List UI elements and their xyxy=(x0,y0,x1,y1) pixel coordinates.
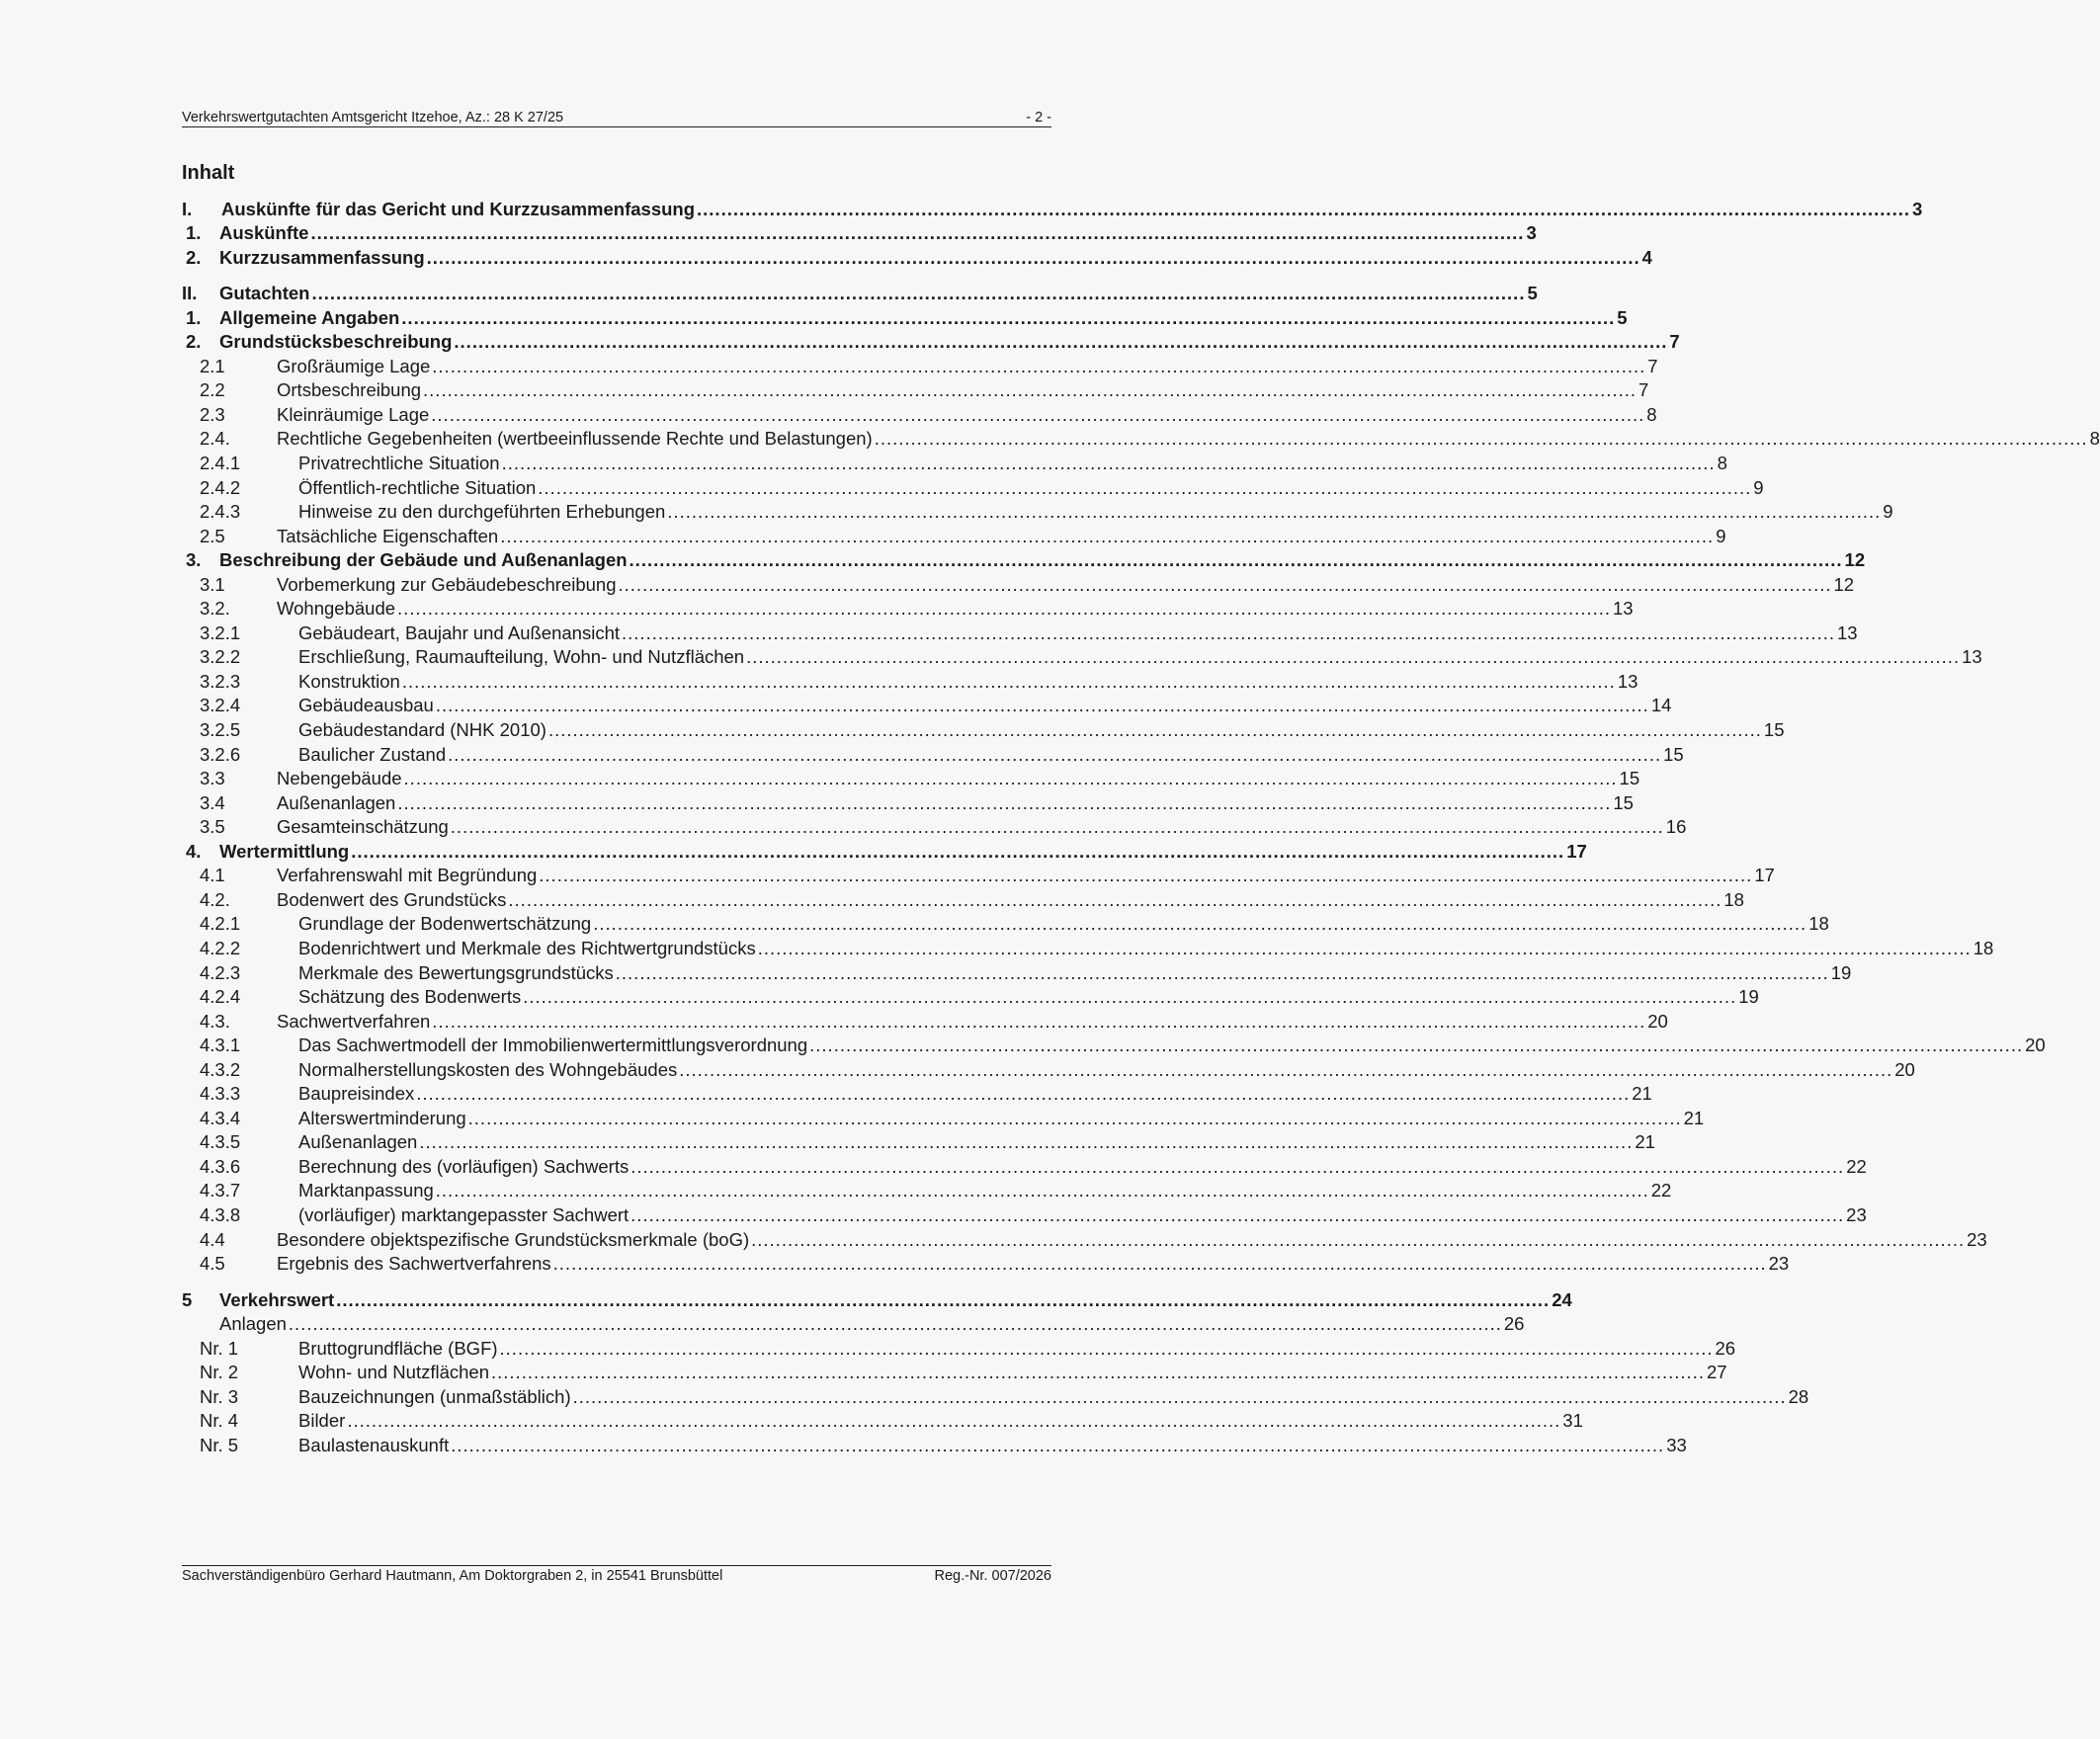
toc-entry-number: 3.3 xyxy=(200,768,225,789)
toc-leader-dots: ........................................................................................................................................................................................................ xyxy=(397,598,1611,620)
toc-entry-label: Außenanlagen xyxy=(277,791,396,813)
toc-entry-page: 4 xyxy=(1641,246,1652,268)
toc-entry xyxy=(182,1287,1572,1312)
toc-entry xyxy=(182,645,1982,670)
toc-entry-page: 3 xyxy=(1912,198,1923,219)
toc-leader-dots: ........................................................................................................................................................................................................ xyxy=(622,621,1835,643)
toc-entry-number: Nr. 4 xyxy=(200,1410,239,1432)
toc-entry-number: 4.2.2 xyxy=(200,937,241,958)
toc-leader-dots: ........................................................................................................................................................................................................ xyxy=(667,501,1882,523)
header-title: Verkehrswertgutachten Amtsgericht Itzehoe, Az.: 28 K 27/25 xyxy=(182,110,564,125)
toc-leader-dots: ........................................................................................................................................................................................................ xyxy=(450,816,1664,838)
toc-entry-label: Wertermittlung xyxy=(219,840,350,862)
toc-entry xyxy=(182,451,1727,475)
toc-entry-number: Nr. 1 xyxy=(200,1337,239,1359)
toc-entry-page: 18 xyxy=(1808,913,1829,935)
toc-entry-label: Ortsbeschreibung xyxy=(277,379,422,401)
toc-leader-dots: ........................................................................................................................................................................................................ xyxy=(432,355,1646,376)
toc-entry xyxy=(182,1409,1583,1434)
toc-leader-dots: ........................................................................................................................................................................................................ xyxy=(630,1203,1845,1225)
toc-entry-number: 4.4 xyxy=(200,1228,225,1250)
toc-entry-number: 3.2.5 xyxy=(200,719,241,741)
toc-entry-number: I. xyxy=(182,198,193,219)
toc-entry-page: 15 xyxy=(1663,743,1684,765)
toc-leader-dots: ........................................................................................................................................................................................................ xyxy=(419,1131,1634,1153)
toc-entry xyxy=(182,694,1672,718)
toc-leader-dots: ........................................................................................................................................................................................................ xyxy=(499,1337,1714,1359)
toc-entry xyxy=(182,572,1855,597)
toc-leader-dots: ........................................................................................................................................................................................................ xyxy=(523,986,1737,1008)
toc-entry xyxy=(182,1082,1652,1107)
toc-entry-number: 2. xyxy=(186,246,202,268)
toc-entry xyxy=(182,1057,1915,1082)
toc-leader-dots: ........................................................................................................................................................................................................ xyxy=(416,1083,1631,1105)
toc-entry-number: 4.2.1 xyxy=(200,913,241,935)
toc-entry-page: 26 xyxy=(1503,1313,1525,1335)
toc-entry xyxy=(182,912,1829,937)
toc-entry xyxy=(182,1154,1867,1179)
toc-entry xyxy=(182,427,2100,452)
toc-entry-label: Gesamteinschätzung xyxy=(277,816,449,838)
toc-entry-label: Schätzung des Bodenwerts xyxy=(298,986,522,1008)
toc-entry xyxy=(182,1433,1687,1457)
toc-entry-label: Alterswertminderung xyxy=(298,1107,466,1128)
toc-entry xyxy=(182,1384,1809,1409)
toc-leader-dots: ........................................................................................................................................................................................................ xyxy=(403,768,1618,789)
toc-entry-number: 4. xyxy=(186,840,202,862)
toc-leader-dots: ........................................................................................................................................................................................................ xyxy=(448,743,1662,765)
footer-office: Sachverständigenbüro Gerhard Hautmann, Am Doktorgraben 2, in 25541 Brunsbüttel xyxy=(182,1568,723,1584)
toc-entry-label: Außenanlagen xyxy=(298,1131,418,1153)
toc-entry-label: Bauzeichnungen (unmaßstäblich) xyxy=(298,1385,571,1407)
toc-leader-dots: ........................................................................................................................................................................................................ xyxy=(426,246,1640,268)
toc-entry-label: Auskünfte für das Gericht und Kurzzusammenfassung xyxy=(221,198,696,219)
toc-entry xyxy=(182,548,1866,573)
toc-entry-page: 13 xyxy=(1962,646,1982,668)
toc-entry-label: Besondere objektspezifische Grundstücksmerkmale (boG) xyxy=(277,1228,750,1250)
toc-leader-dots: ........................................................................................................................................................................................................ xyxy=(539,865,1753,886)
toc-entry-number: 3.2.1 xyxy=(200,621,241,643)
toc-entry-label: Verfahrenswahl mit Begründung xyxy=(277,865,538,886)
toc-entry-page: 19 xyxy=(1830,961,1852,983)
toc-entry-number: 3.4 xyxy=(200,791,225,813)
toc-entry-page: 26 xyxy=(1715,1337,1736,1359)
toc-entry-label: (vorläufiger) marktangepasster Sachwert xyxy=(298,1203,630,1225)
toc-entry-page: 33 xyxy=(1666,1434,1687,1455)
toc-entry-page: 20 xyxy=(2025,1035,2046,1056)
toc-leader-dots: ........................................................................................................................................................................................................ xyxy=(311,283,1526,304)
toc-entry xyxy=(182,742,1684,767)
toc-entry xyxy=(182,669,1638,694)
toc-entry-number: Nr. 5 xyxy=(200,1434,239,1455)
toc-entry-number: 3.2. xyxy=(200,598,230,620)
toc-entry-page: 21 xyxy=(1632,1083,1652,1105)
toc-entry-number: 2.4.2 xyxy=(200,476,241,498)
toc-entry xyxy=(182,500,1893,525)
toc-entry xyxy=(182,245,1652,270)
toc-entry-label: Privatrechtliche Situation xyxy=(298,453,500,474)
toc-leader-dots: ........................................................................................................................................................................................................ xyxy=(679,1058,1893,1080)
toc-entry-page: 17 xyxy=(1754,865,1775,886)
toc-entry xyxy=(182,402,1657,427)
page-footer xyxy=(182,1565,1051,1584)
toc-entry-page: 3 xyxy=(1526,222,1537,244)
toc-leader-dots: ........................................................................................................................................................................................................ xyxy=(347,1410,1561,1432)
toc-entry-page: 22 xyxy=(1650,1180,1672,1201)
toc-entry-page: 13 xyxy=(1837,621,1858,643)
toc-entry xyxy=(182,839,1587,864)
toc-entry xyxy=(182,305,1628,330)
toc-entry-number: 1. xyxy=(186,306,202,328)
footer-reg-number: Reg.-Nr. 007/2026 xyxy=(934,1568,1051,1584)
toc-entry-number: Nr. 2 xyxy=(200,1362,239,1383)
toc-entry-label: Wohn- und Nutzflächen xyxy=(298,1362,489,1383)
toc-entry xyxy=(182,1179,1672,1203)
toc-entry-label: Gebäudestandard (NHK 2010) xyxy=(298,719,546,741)
toc-entry xyxy=(182,1336,1736,1361)
toc-entry-page: 14 xyxy=(1650,695,1672,716)
toc-entry-page: 7 xyxy=(1647,355,1658,376)
toc-entry-number: 4.3. xyxy=(200,1010,230,1032)
toc-entry-number: 2.5 xyxy=(200,525,225,546)
toc-entry-page: 31 xyxy=(1562,1410,1583,1432)
toc-entry-number: 3.1 xyxy=(200,573,225,595)
toc-entry-number: 3.2.4 xyxy=(200,695,241,716)
toc-entry-label: Vorbemerkung zur Gebäudebeschreibung xyxy=(277,573,617,595)
toc-entry-page: 18 xyxy=(1973,937,1994,958)
toc-entry-number: 4.2.3 xyxy=(200,961,241,983)
toc-entry-label: Bruttogrundfläche (BGF) xyxy=(298,1337,498,1359)
toc-entry-number: 4.3.4 xyxy=(200,1107,241,1128)
toc-entry-number: 4.1 xyxy=(200,865,225,886)
toc-entry-page: 28 xyxy=(1788,1385,1809,1407)
toc-entry xyxy=(182,1252,1790,1277)
toc-entry xyxy=(182,1361,1727,1385)
toc-entry-label: Normalherstellungskosten des Wohngebäudes xyxy=(298,1058,678,1080)
toc-entry-page: 23 xyxy=(1967,1228,1987,1250)
toc-leader-dots: ........................................................................................................................................................................................................ xyxy=(757,937,1972,958)
toc-entry-label: Konstruktion xyxy=(298,670,400,692)
toc-entry xyxy=(182,1034,2046,1058)
toc-entry-page: 5 xyxy=(1617,306,1628,328)
toc-entry-number: 2.3 xyxy=(200,403,225,425)
toc-entry xyxy=(182,1227,1987,1252)
toc-entry-label: Rechtliche Gegebenheiten (wertbeeinflussende Rechte und Belastungen) xyxy=(277,428,873,450)
toc-entry-number: 2. xyxy=(186,331,202,353)
toc-entry xyxy=(182,985,1759,1010)
toc-entry-page: 9 xyxy=(1883,501,1893,523)
toc-entry-label: Das Sachwertmodell der Immobilienwertermittlungsverordnung xyxy=(298,1035,808,1056)
toc-leader-dots: ........................................................................................................................................................................................................ xyxy=(630,1155,1845,1177)
toc-entry-number: 1. xyxy=(186,222,202,244)
toc-entry-label: Verkehrswert xyxy=(219,1288,335,1310)
toc-entry-label: Auskünfte xyxy=(219,222,309,244)
toc-entry xyxy=(182,354,1658,378)
toc-entry-page: 17 xyxy=(1566,840,1587,862)
toc-leader-dots: ........................................................................................................................................................................................................ xyxy=(351,840,1565,862)
toc-leader-dots: ........................................................................................................................................................................................................ xyxy=(336,1288,1551,1310)
toc-leader-dots: ........................................................................................................................................................................................................ xyxy=(809,1035,2024,1056)
toc-entry-number: 4.3.1 xyxy=(200,1035,241,1056)
toc-leader-dots: ........................................................................................................................................................................................................ xyxy=(423,379,1638,401)
toc-entry-label: Baupreisindex xyxy=(298,1083,415,1105)
toc-entry-page: 18 xyxy=(1723,888,1744,910)
toc-entry-label: Beschreibung der Gebäude und Außenanlagen xyxy=(219,549,628,571)
toc-leader-dots: ........................................................................................................................................................................................................ xyxy=(615,961,1829,983)
toc-leader-dots: ........................................................................................................................................................................................................ xyxy=(288,1313,1502,1335)
toc-entry-number: 2.4.1 xyxy=(200,453,241,474)
toc-entry-number: 3.5 xyxy=(200,816,225,838)
toc-entry-page: 20 xyxy=(1647,1010,1668,1032)
toc-entry-page: 20 xyxy=(1894,1058,1915,1080)
toc-entry-page: 8 xyxy=(2089,428,2100,450)
toc-entry-page: 7 xyxy=(1638,379,1649,401)
toc-entry-number: 4.3.3 xyxy=(200,1083,241,1105)
toc-entry xyxy=(182,717,1785,742)
toc-entry-label: Sachwertverfahren xyxy=(277,1010,431,1032)
toc-leader-dots: ........................................................................................................................................................................................................ xyxy=(618,573,1832,595)
toc-entry-number: 3.2.3 xyxy=(200,670,241,692)
toc-entry-page: 15 xyxy=(1763,719,1785,741)
toc-entry-number: 4.2. xyxy=(200,888,230,910)
toc-entry-label: Kleinräumige Lage xyxy=(277,403,430,425)
toc-leader-dots: ........................................................................................................................................................................................................ xyxy=(431,403,1645,425)
toc-entry-label: Gutachten xyxy=(219,283,310,304)
toc-entry xyxy=(182,197,1923,221)
toc-entry-number: 2.4. xyxy=(200,428,230,450)
page-number: - 2 - xyxy=(1026,110,1051,125)
toc-entry-number: 4.5 xyxy=(200,1253,225,1275)
toc-entry xyxy=(182,1106,1705,1130)
toc-entry-page: 15 xyxy=(1619,768,1640,789)
toc-leader-dots: ........................................................................................................................................................................................................ xyxy=(593,913,1807,935)
toc-leader-dots: ........................................................................................................................................................................................................ xyxy=(454,331,1668,353)
toc-leader-dots: ........................................................................................................................................................................................................ xyxy=(572,1385,1787,1407)
toc-entry-page: 23 xyxy=(1846,1203,1867,1225)
toc-entry-page: 8 xyxy=(1717,453,1727,474)
toc-entry-label: Ergebnis des Sachwertverfahrens xyxy=(277,1253,551,1275)
toc-entry-number: 4.3.7 xyxy=(200,1180,241,1201)
toc-entry-label: Baulicher Zustand xyxy=(298,743,447,765)
toc-entry-page: 12 xyxy=(1844,549,1866,571)
toc-entry-label: Gebäudeart, Baujahr und Außenansicht xyxy=(298,621,621,643)
toc-leader-dots: ........................................................................................................................................................................................................ xyxy=(538,476,1752,498)
toc-entry-number: 5 xyxy=(182,1288,193,1310)
toc-entry-number: 2.2 xyxy=(200,379,225,401)
toc-leader-dots: ........................................................................................................................................................................................................ xyxy=(501,453,1716,474)
toc-leader-dots: ........................................................................................................................................................................................................ xyxy=(397,791,1612,813)
toc-leader-dots: ........................................................................................................................................................................................................ xyxy=(508,888,1722,910)
toc-entry-label: Bodenrichtwert und Merkmale des Richtwertgrundstücks xyxy=(298,937,756,958)
toc-leader-dots: ........................................................................................................................................................................................................ xyxy=(401,306,1616,328)
toc-entry-label: Allgemeine Angaben xyxy=(219,306,400,328)
toc-entry xyxy=(182,524,1726,548)
toc-leader-dots: ........................................................................................................................................................................................................ xyxy=(746,646,1961,668)
toc-leader-dots: ........................................................................................................................................................................................................ xyxy=(552,1253,1767,1275)
toc-entry-number: II. xyxy=(182,283,198,304)
toc-entry-label: Hinweise zu den durchgeführten Erhebungen xyxy=(298,501,666,523)
toc-entry-page: 21 xyxy=(1683,1107,1705,1128)
toc-entry-label: Anlagen xyxy=(219,1313,287,1335)
toc-entry-number: 4.3.6 xyxy=(200,1155,241,1177)
toc-entry xyxy=(182,1312,1525,1337)
toc-entry-page: 22 xyxy=(1846,1155,1867,1177)
toc-leader-dots: ........................................................................................................................................................................................................ xyxy=(435,1180,1649,1201)
toc-entry-number: 4.3.2 xyxy=(200,1058,241,1080)
toc-entry xyxy=(182,1009,1668,1034)
toc-entry-page: 16 xyxy=(1665,816,1687,838)
toc-entry-number: 3.2.2 xyxy=(200,646,241,668)
toc-entry-label: Marktanpassung xyxy=(298,1180,434,1201)
toc-entry-page: 19 xyxy=(1738,986,1759,1008)
toc-title: Inhalt xyxy=(182,162,235,184)
toc-entry-label: Erschließung, Raumaufteilung, Wohn- und Nutzflächen xyxy=(298,646,745,668)
toc-entry xyxy=(182,864,1775,888)
toc-leader-dots: ........................................................................................................................................................................................................ xyxy=(401,670,1616,692)
toc-entry-page: 7 xyxy=(1669,331,1680,353)
toc-entry xyxy=(182,221,1537,246)
toc-entry-page: 24 xyxy=(1552,1288,1572,1310)
toc-entry-label: Bilder xyxy=(298,1410,346,1432)
toc-entry xyxy=(182,597,1634,621)
toc-leader-dots: ........................................................................................................................................................................................................ xyxy=(310,222,1525,244)
toc-entry xyxy=(182,330,1680,355)
toc-leader-dots: ........................................................................................................................................................................................................ xyxy=(435,695,1649,716)
toc-entry-label: Grundstücksbeschreibung xyxy=(219,331,453,353)
toc-entry-number: 4.3.5 xyxy=(200,1131,241,1153)
toc-entry xyxy=(182,887,1744,912)
toc-entry-number: 3. xyxy=(186,549,202,571)
toc-entry xyxy=(182,767,1640,791)
toc-entry-page: 12 xyxy=(1833,573,1855,595)
toc-entry-label: Baulastenauskunft xyxy=(298,1434,450,1455)
toc-entry-number: 4.2.4 xyxy=(200,986,241,1008)
toc-entry-label: Tatsächliche Eigenschaften xyxy=(277,525,499,546)
toc-entry-label: Kurzzusammenfassung xyxy=(219,246,425,268)
toc-entry-label: Öffentlich-rechtliche Situation xyxy=(298,476,537,498)
toc-entry-number: 4.3.8 xyxy=(200,1203,241,1225)
toc-leader-dots: ........................................................................................................................................................................................................ xyxy=(629,549,1843,571)
toc-entry-page: 9 xyxy=(1753,476,1764,498)
toc-entry-number: 3.2.6 xyxy=(200,743,241,765)
toc-entry xyxy=(182,621,1858,645)
toc-entry-label: Nebengebäude xyxy=(277,768,402,789)
toc-entry-label: Berechnung des (vorläufigen) Sachwerts xyxy=(298,1155,630,1177)
toc-leader-dots: ........................................................................................................................................................................................................ xyxy=(751,1228,1966,1250)
toc-entry-label: Wohngebäude xyxy=(277,598,396,620)
toc-entry xyxy=(182,790,1634,815)
toc-leader-dots: ........................................................................................................................................................................................................ xyxy=(491,1362,1705,1383)
toc-leader-dots: ........................................................................................................................................................................................................ xyxy=(467,1107,1682,1128)
toc-entry-page: 13 xyxy=(1617,670,1638,692)
toc-entry-page: 27 xyxy=(1706,1362,1727,1383)
toc-entry-number: 2.4.3 xyxy=(200,501,241,523)
toc-entry-page: 21 xyxy=(1635,1131,1655,1153)
toc-entry-number: Nr. 3 xyxy=(200,1385,239,1407)
toc-entry xyxy=(182,1202,1867,1227)
toc-entry xyxy=(182,1130,1655,1155)
toc-entry xyxy=(182,282,1538,306)
page-header xyxy=(182,105,1051,127)
toc-leader-dots: ........................................................................................................................................................................................................ xyxy=(547,719,1762,741)
toc-entry xyxy=(182,815,1687,840)
toc-entry-page: 23 xyxy=(1768,1253,1790,1275)
toc-entry xyxy=(182,960,1852,985)
toc-entry-label: Grundlage der Bodenwertschätzung xyxy=(298,913,592,935)
table-of-contents xyxy=(182,197,2100,1457)
toc-entry-page: 5 xyxy=(1527,283,1538,304)
toc-entry-page: 9 xyxy=(1716,525,1726,546)
toc-entry-label: Großräumige Lage xyxy=(277,355,431,376)
toc-entry-label: Bodenwert des Grundstücks xyxy=(277,888,507,910)
toc-entry-label: Merkmale des Bewertungsgrundstücks xyxy=(298,961,614,983)
toc-leader-dots: ........................................................................................................................................................................................................ xyxy=(874,428,2088,450)
toc-leader-dots: ........................................................................................................................................................................................................ xyxy=(451,1434,1665,1455)
toc-entry-page: 15 xyxy=(1613,791,1634,813)
toc-entry-number: 2.1 xyxy=(200,355,225,376)
toc-leader-dots: ........................................................................................................................................................................................................ xyxy=(697,198,1910,219)
toc-entry xyxy=(182,936,1994,960)
toc-entry-label: Gebäudeausbau xyxy=(298,695,434,716)
toc-leader-dots: ........................................................................................................................................................................................................ xyxy=(500,525,1715,546)
toc-leader-dots: ........................................................................................................................................................................................................ xyxy=(432,1010,1646,1032)
toc-entry-page: 13 xyxy=(1613,598,1634,620)
toc-entry xyxy=(182,475,1764,500)
toc-entry xyxy=(182,378,1649,403)
toc-entry-page: 8 xyxy=(1646,403,1657,425)
